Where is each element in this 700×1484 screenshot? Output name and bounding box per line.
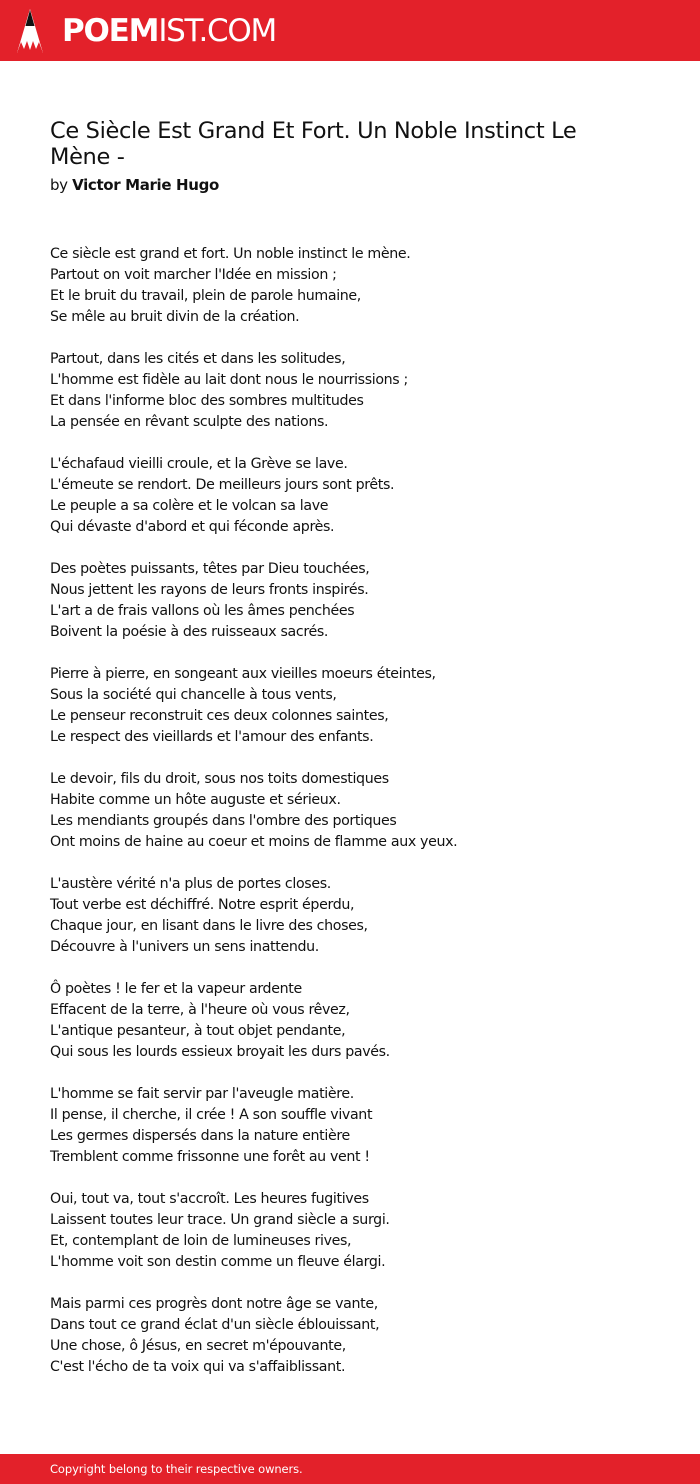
poem-line: Se mêle au bruit divin de la création.: [50, 309, 300, 325]
poem-line: Qui dévaste d'abord et qui féconde après.: [50, 519, 335, 535]
poem-line: Des poètes puissants, têtes par Dieu touchées,: [50, 561, 370, 577]
logo-text-bold: POEM: [62, 13, 159, 49]
poem-line: Dans tout ce grand éclat d'un siècle éblouissant,: [50, 1317, 380, 1333]
poem-line: Et dans l'informe bloc des sombres multitudes: [50, 393, 364, 409]
poem-line: Qui sous les lourds essieux broyait les durs pavés.: [50, 1044, 390, 1060]
poem-line: Boivent la poésie à des ruisseaux sacrés.: [50, 624, 329, 640]
site-footer: [0, 1454, 700, 1484]
poem-title: Ce Siècle Est Grand Et Fort. Un Noble Instinct Le Mène -: [50, 118, 577, 170]
poem-line: L'homme se fait servir par l'aveugle matière.: [50, 1086, 354, 1102]
pencil-tip-icon[interactable]: [17, 9, 43, 53]
stanza: [50, 769, 650, 853]
poem-line: Partout, dans les cités et dans les solitudes,: [50, 351, 346, 367]
poem-line: Oui, tout va, tout s'accroît. Les heures fugitives: [50, 1191, 369, 1207]
poem-line: Et le bruit du travail, plein de parole humaine,: [50, 288, 361, 304]
stanza: [50, 454, 650, 538]
poem-line: Ont moins de haine au coeur et moins de flamme aux yeux.: [50, 834, 458, 850]
poem-line: L'antique pesanteur, à tout objet pendante,: [50, 1023, 346, 1039]
poem-line: Partout on voit marcher l'Idée en mission ;: [50, 267, 337, 283]
poem-line: Le devoir, fils du droit, sous nos toits domestiques: [50, 771, 389, 787]
poem-line: L'émeute se rendort. De meilleurs jours sont prêts.: [50, 477, 395, 493]
stanza: [50, 1189, 650, 1273]
poem-line: Les germes dispersés dans la nature entière: [50, 1128, 350, 1144]
poem-line: Sous la société qui chancelle à tous vents,: [50, 687, 337, 703]
poem-line: La pensée en rêvant sculpte des nations.: [50, 414, 329, 430]
poem-line: Et, contemplant de loin de lumineuses rives,: [50, 1233, 352, 1249]
stanza: [50, 349, 650, 433]
stanza: [50, 244, 650, 328]
poem-line: L'art a de frais vallons où les âmes penchées: [50, 603, 355, 619]
poem-line: L'homme voit son destin comme un fleuve élargi.: [50, 1254, 386, 1270]
site-logo-link[interactable]: [62, 12, 276, 50]
poem-line: L'échafaud vieilli croule, et la Grève se lave.: [50, 456, 348, 472]
poem-line: Découvre à l'univers un sens inattendu.: [50, 939, 319, 955]
poem-line: L'austère vérité n'a plus de portes closes.: [50, 876, 331, 892]
stanza: [50, 559, 650, 643]
poem-line: Tremblent comme frissonne une forêt au vent !: [50, 1149, 370, 1165]
poem-line: Effacent de la terre, à l'heure où vous rêvez,: [50, 1002, 350, 1018]
poem-line: Mais parmi ces progrès dont notre âge se vante,: [50, 1296, 378, 1312]
poem-line: Les mendiants groupés dans l'ombre des portiques: [50, 813, 397, 829]
poem-line: Habite comme un hôte auguste et sérieux.: [50, 792, 341, 808]
poem-line: Une chose, ô Jésus, en secret m'épouvante,: [50, 1338, 346, 1354]
stanza: [50, 1294, 650, 1378]
copyright-notice: Copyright belong to their respective owners.: [50, 1462, 303, 1476]
author-name[interactable]: Victor Marie Hugo: [72, 176, 219, 194]
poem-line: Pierre à pierre, en songeant aux vieilles moeurs éteintes,: [50, 666, 436, 682]
poem-line: Tout verbe est déchiffré. Notre esprit éperdu,: [50, 897, 355, 913]
poem-line: Le respect des vieillards et l'amour des enfants.: [50, 729, 374, 745]
by-label: by: [50, 176, 68, 194]
stanza: [50, 979, 650, 1063]
logo-text-light: IST.COM: [158, 13, 276, 49]
poem-line: Le peuple a sa colère et le volcan sa lave: [50, 498, 329, 514]
poem-line: Nous jettent les rayons de leurs fronts inspirés.: [50, 582, 369, 598]
stanza: [50, 664, 650, 748]
stanza: [50, 1084, 650, 1168]
stanza: [50, 874, 650, 958]
poem-line: Ce siècle est grand et fort. Un noble instinct le mène.: [50, 246, 411, 262]
poem-line: Chaque jour, en lisant dans le livre des choses,: [50, 918, 368, 934]
poem-line: Laissent toutes leur trace. Un grand siècle a surgi.: [50, 1212, 390, 1228]
poem-line: L'homme est fidèle au lait dont nous le nourrissions ;: [50, 372, 408, 388]
poem-line: C'est l'écho de ta voix qui va s'affaiblissant.: [50, 1359, 346, 1375]
poem-line: Le penseur reconstruit ces deux colonnes saintes,: [50, 708, 389, 724]
poem-line: Il pense, il cherche, il crée ! A son souffle vivant: [50, 1107, 373, 1123]
byline: [50, 175, 219, 195]
site-header: [0, 0, 700, 61]
poem-body: [50, 244, 650, 1399]
poem-line: Ô poètes ! le fer et la vapeur ardente: [50, 981, 302, 997]
